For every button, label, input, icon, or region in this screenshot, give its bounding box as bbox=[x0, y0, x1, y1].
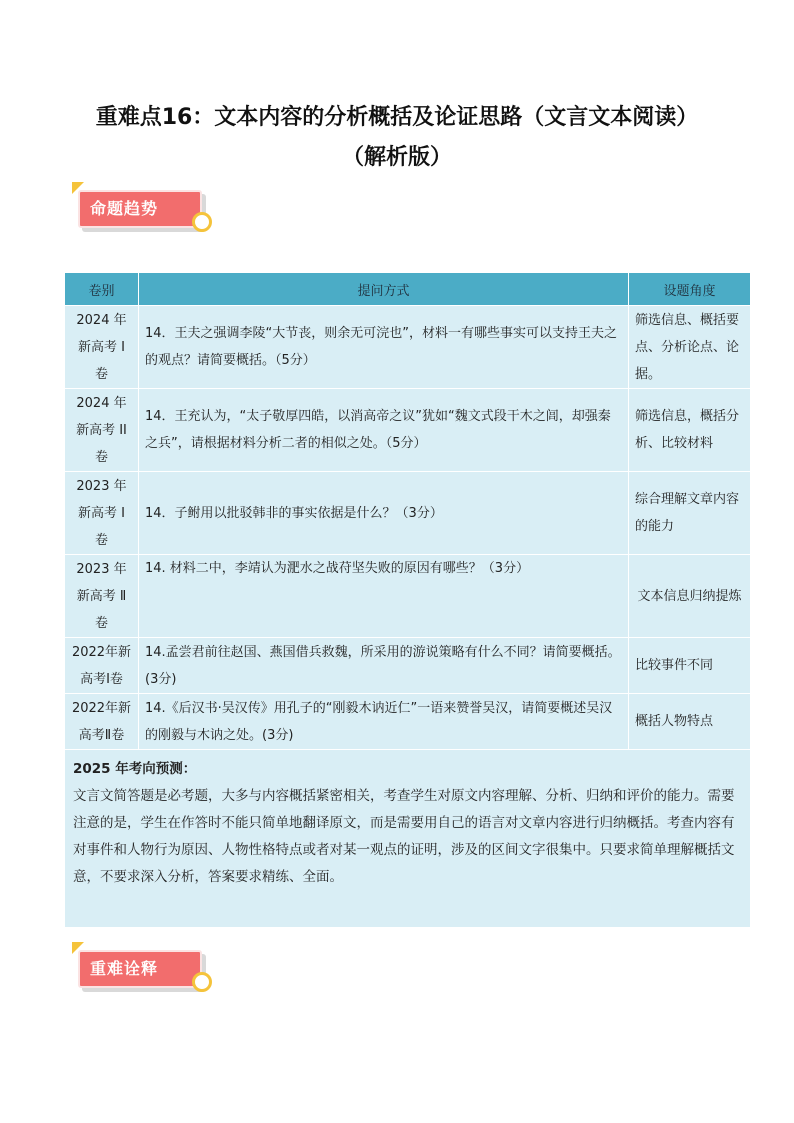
ring-icon bbox=[192, 972, 212, 992]
table-row bbox=[65, 306, 751, 389]
table-header-row bbox=[65, 273, 751, 306]
forecast-title: 2025 年考向预测： bbox=[73, 761, 197, 777]
row-question: 14. 材料二中，李靖认为淝水之战苻坚失败的原因有哪些？（3分） bbox=[139, 555, 629, 638]
page-title bbox=[60, 98, 734, 178]
explain-badge-label: 重难诠释 bbox=[90, 959, 159, 978]
header-paper: 卷别 bbox=[65, 273, 139, 306]
row-year: 2024 年新高考 I 卷 bbox=[65, 306, 139, 389]
forecast-body: 文言文简答题是必考题，大多与内容概括紧密相关，考查学生对原文内容理解、分析、归纳和评价的能力。需要注意的是，学生在作答时不能只简单地翻译原文，而是需要用自己的语言对文章内容进行归纳概括。考查内容有对事件和人物行为原因、人物性格特点或者对某一观点的证明，涉及的区间文字很集中。只要求简单理解概括文意，不要求深入分析，答案要求精练、全面。 bbox=[73, 788, 735, 885]
flag-icon bbox=[72, 182, 84, 194]
row-question: 14.孟尝君前往赵国、燕国借兵救魏，所采用的游说策略有什么不同？请简要概括。(3分) bbox=[139, 638, 629, 694]
row-question: 14．王充认为，“太子敬厚四皓，以消高帝之议”犹如“魏文式段干木之闾，却强秦之兵”，请根据材料分析二者的相似之处。（5分） bbox=[139, 389, 629, 472]
exam-table bbox=[64, 272, 751, 928]
forecast-row bbox=[65, 750, 751, 928]
row-angle: 概括人物特点 bbox=[629, 694, 751, 750]
ring-icon bbox=[192, 212, 212, 232]
page-title-line2: （解析版） bbox=[341, 145, 452, 170]
row-year: 2022年新高考Ⅱ卷 bbox=[65, 694, 139, 750]
forecast-cell bbox=[65, 750, 751, 928]
header-angle: 设题角度 bbox=[629, 273, 751, 306]
table-row bbox=[65, 638, 751, 694]
explain-badge bbox=[72, 946, 222, 1006]
page-title-line1: 重难点16：文本内容的分析概括及论证思路（文言文本阅读） bbox=[95, 105, 699, 130]
table-row bbox=[65, 472, 751, 555]
trend-badge-label: 命题趋势 bbox=[90, 199, 159, 218]
row-angle: 筛选信息，概括分析、比较材料 bbox=[629, 389, 751, 472]
row-year: 2023 年新高考 I 卷 bbox=[65, 472, 139, 555]
row-angle: 筛选信息、概括要点、分析论点、论据。 bbox=[629, 306, 751, 389]
table-row bbox=[65, 694, 751, 750]
row-year: 2024 年新高考 II 卷 bbox=[65, 389, 139, 472]
row-angle: 比较事件不同 bbox=[629, 638, 751, 694]
trend-badge bbox=[72, 186, 222, 246]
row-question: 14．王夫之强调李陵“大节丧，则余无可浣也”，材料一有哪些事实可以支持王夫之的观点？请简要概括。（5分） bbox=[139, 306, 629, 389]
row-question: 14.《后汉书·吴汉传》用孔子的“刚毅木讷近仁”一语来赞誉吴汉，请简要概述吴汉的刚毅与木讷之处。(3分) bbox=[139, 694, 629, 750]
row-question: 14．子鲋用以批驳韩非的事实依据是什么？（3分） bbox=[139, 472, 629, 555]
row-year: 2023 年新高考 Ⅱ 卷 bbox=[65, 555, 139, 638]
row-angle: 综合理解文章内容的能力 bbox=[629, 472, 751, 555]
table-row bbox=[65, 389, 751, 472]
table-row bbox=[65, 555, 751, 638]
flag-icon bbox=[72, 942, 84, 954]
row-year: 2022年新高考Ⅰ卷 bbox=[65, 638, 139, 694]
header-question: 提问方式 bbox=[139, 273, 629, 306]
row-angle: 文本信息归纳提炼 bbox=[629, 555, 751, 638]
